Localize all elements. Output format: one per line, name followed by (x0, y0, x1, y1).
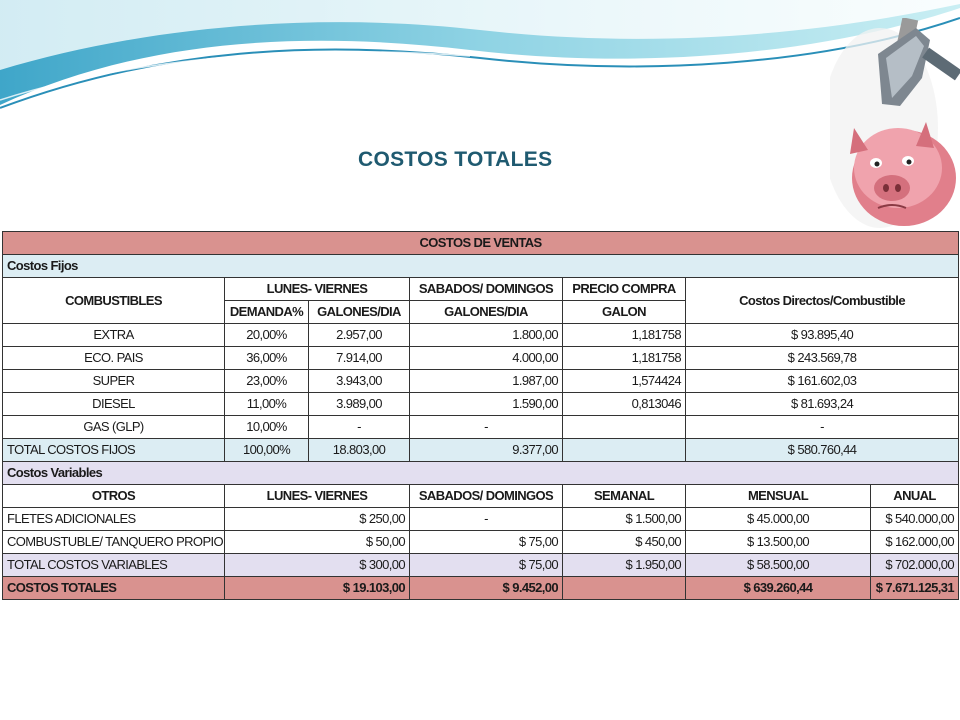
price-cell: 0,813046 (563, 393, 686, 416)
column-subheader: GALON (563, 301, 686, 324)
table-row (3, 393, 959, 416)
fuel-name: EXTRA (3, 324, 225, 347)
column-header: OTROS (3, 485, 225, 508)
grand-total-weekly-cell (563, 577, 686, 600)
price-cell (563, 416, 686, 439)
direct-cost-cell: $ 161.602,03 (686, 370, 959, 393)
gallons-weekend-cell: 1.590,00 (410, 393, 563, 416)
column-header: PRECIO COMPRA (563, 278, 686, 301)
weekly-cost-cell: $ 450,00 (563, 531, 686, 554)
grand-total-weekend-cell: $ 9.452,00 (410, 577, 563, 600)
price-cell: 1,574424 (563, 370, 686, 393)
grand-total-weekday-cell: $ 19.103,00 (225, 577, 410, 600)
column-header: LUNES- VIERNES (225, 278, 410, 301)
total-label: TOTAL COSTOS FIJOS (3, 439, 225, 462)
weekend-cost-cell: $ 75,00 (410, 531, 563, 554)
hammer-piggy-bank-illustration (830, 18, 960, 233)
slide-title: COSTOS TOTALES (358, 148, 553, 171)
costs-table (2, 231, 959, 600)
total-fixed-row (3, 439, 959, 462)
direct-cost-cell: $ 243.569,78 (686, 347, 959, 370)
gallons-weekday-cell: 7.914,00 (309, 347, 410, 370)
gallons-weekend-cell: 4.000,00 (410, 347, 563, 370)
item-name: FLETES ADICIONALES (3, 508, 225, 531)
fuel-name: DIESEL (3, 393, 225, 416)
fuel-name: ECO. PAIS (3, 347, 225, 370)
total-weekday-cost-cell: $ 300,00 (225, 554, 410, 577)
grand-total-row (3, 577, 959, 600)
column-header: LUNES- VIERNES (225, 485, 410, 508)
top-wave-decoration (0, 0, 960, 120)
annual-cost-cell: $ 540.000,00 (871, 508, 959, 531)
table-title: COSTOS DE VENTAS (3, 232, 959, 255)
total-annual-cost-cell: $ 702.000,00 (871, 554, 959, 577)
table-row (3, 347, 959, 370)
table-row (3, 531, 959, 554)
column-header: ANUAL (871, 485, 959, 508)
weekday-cost-cell: $ 50,00 (225, 531, 410, 554)
gallons-weekday-cell: 3.943,00 (309, 370, 410, 393)
total-gallons-weekend-cell: 9.377,00 (410, 439, 563, 462)
annual-cost-cell: $ 162.000,00 (871, 531, 959, 554)
total-weekend-cost-cell: $ 75,00 (410, 554, 563, 577)
column-subheader: GALONES/DIA (309, 301, 410, 324)
direct-cost-cell: $ 93.895,40 (686, 324, 959, 347)
demand-cell: 23,00% (225, 370, 309, 393)
table-row (3, 324, 959, 347)
column-header: COMBUSTIBLES (3, 278, 225, 324)
section-label-fixed: Costos Fijos (3, 255, 959, 278)
direct-cost-cell: - (686, 416, 959, 439)
demand-cell: 36,00% (225, 347, 309, 370)
total-direct-cost-cell: $ 580.760,44 (686, 439, 959, 462)
monthly-cost-cell: $ 45.000,00 (686, 508, 871, 531)
gallons-weekend-cell: 1.800,00 (410, 324, 563, 347)
item-name: COMBUSTUBLE/ TANQUERO PROPIO (3, 531, 225, 554)
column-subheader: DEMANDA% (225, 301, 309, 324)
table-row (3, 370, 959, 393)
price-cell: 1,181758 (563, 324, 686, 347)
section-label-variable: Costos Variables (3, 462, 959, 485)
table-row (3, 508, 959, 531)
fuel-name: SUPER (3, 370, 225, 393)
gallons-weekday-cell: 3.989,00 (309, 393, 410, 416)
total-price-cell (563, 439, 686, 462)
demand-cell: 20,00% (225, 324, 309, 347)
total-demand-cell: 100,00% (225, 439, 309, 462)
column-header: SEMANAL (563, 485, 686, 508)
grand-total-monthly-cell: $ 639.260,44 (686, 577, 871, 600)
column-header: Costos Directos/Combustible (686, 278, 959, 324)
total-gallons-weekday-cell: 18.803,00 (309, 439, 410, 462)
column-header: SABADOS/ DOMINGOS (410, 485, 563, 508)
total-variable-row (3, 554, 959, 577)
gallons-weekend-cell: - (410, 416, 563, 439)
column-header: SABADOS/ DOMINGOS (410, 278, 563, 301)
gallons-weekday-cell: - (309, 416, 410, 439)
price-cell: 1,181758 (563, 347, 686, 370)
table-row (3, 416, 959, 439)
total-label: TOTAL COSTOS VARIABLES (3, 554, 225, 577)
fuel-name: GAS (GLP) (3, 416, 225, 439)
grand-total-annual-cell: $ 7.671.125,31 (871, 577, 959, 600)
total-weekly-cost-cell: $ 1.950,00 (563, 554, 686, 577)
weekday-cost-cell: $ 250,00 (225, 508, 410, 531)
weekend-cost-cell: - (410, 508, 563, 531)
gallons-weekday-cell: 2.957,00 (309, 324, 410, 347)
column-header: MENSUAL (686, 485, 871, 508)
direct-cost-cell: $ 81.693,24 (686, 393, 959, 416)
weekly-cost-cell: $ 1.500,00 (563, 508, 686, 531)
monthly-cost-cell: $ 13.500,00 (686, 531, 871, 554)
grand-total-label: COSTOS TOTALES (3, 577, 225, 600)
demand-cell: 10,00% (225, 416, 309, 439)
demand-cell: 11,00% (225, 393, 309, 416)
total-monthly-cost-cell: $ 58.500,00 (686, 554, 871, 577)
column-subheader: GALONES/DIA (410, 301, 563, 324)
gallons-weekend-cell: 1.987,00 (410, 370, 563, 393)
